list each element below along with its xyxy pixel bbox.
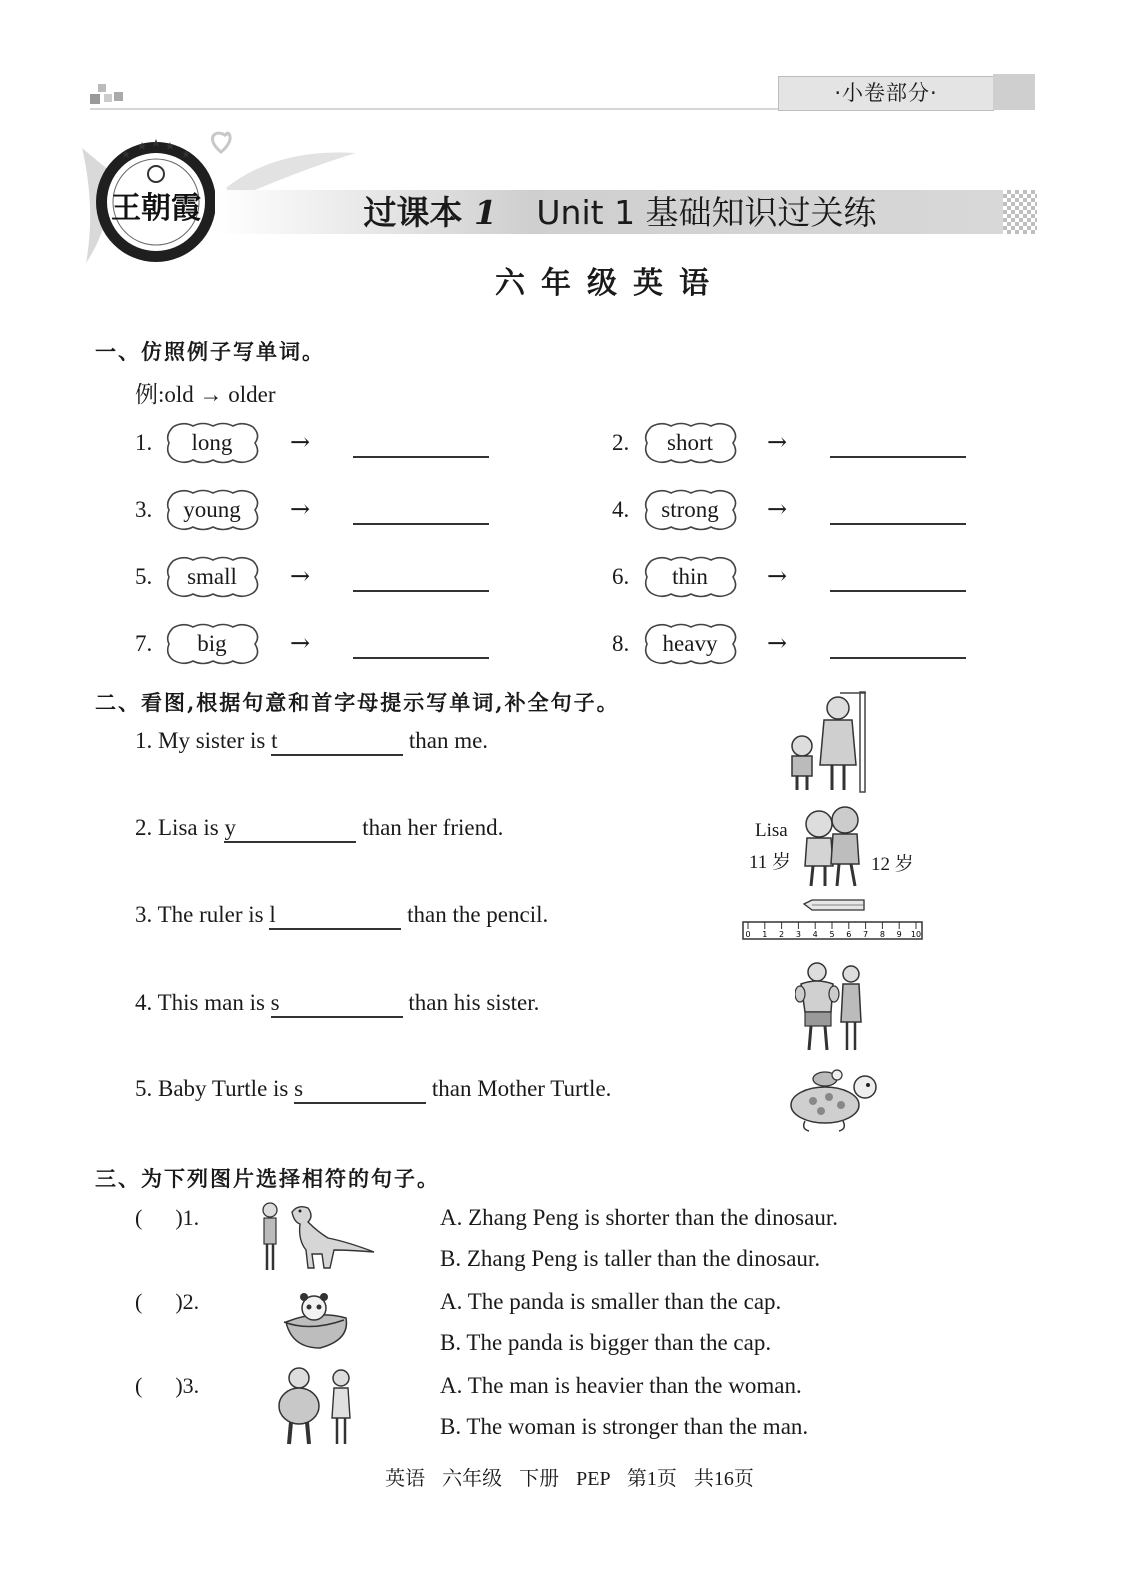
sentence-text: 5. Baby Turtle is xyxy=(135,1076,295,1101)
ruler-tick-label: 8 xyxy=(879,930,885,939)
option-1b: B. Zhang Peng is taller than the dinosaur. xyxy=(440,1246,821,1271)
item-number: 6. xyxy=(612,564,630,589)
sister-height-picture xyxy=(780,690,870,795)
man-woman-picture xyxy=(275,1366,360,1448)
answer-blank[interactable] xyxy=(353,455,489,458)
age-left-label: 11 岁 xyxy=(749,852,792,873)
section1-heading: 一、仿照例子写单词。 xyxy=(95,339,325,364)
answer-paren-2[interactable]: ( )2. xyxy=(135,1289,200,1314)
checker-decoration xyxy=(1003,190,1037,234)
ruler-tick-label: 4 xyxy=(812,930,818,939)
page-footer: 英语 六年级 下册 PEP 第1页 共16页 xyxy=(385,1468,754,1490)
hint-letter: y xyxy=(224,815,236,840)
sentence-1 xyxy=(135,728,488,756)
logo-text: 王朝霞 xyxy=(111,191,201,226)
cloud-word: small xyxy=(187,564,237,589)
sentence-text: than Mother Turtle. xyxy=(426,1076,612,1101)
answer-blank[interactable] xyxy=(353,589,489,592)
item-number: 3. xyxy=(135,497,153,522)
answer-blank[interactable] xyxy=(830,522,966,525)
lisa-label: Lisa xyxy=(755,820,788,841)
sentence-text: 2. Lisa is xyxy=(135,815,225,840)
item-number: 5. xyxy=(135,564,153,589)
ruler-pencil-picture xyxy=(742,898,924,944)
ruler-tick-label: 2 xyxy=(779,930,785,939)
letter-blank[interactable] xyxy=(224,815,356,843)
item-number: 7. xyxy=(135,631,153,656)
sentence-2 xyxy=(135,815,503,843)
letter-blank[interactable] xyxy=(269,902,401,930)
sentence-text: than me. xyxy=(403,728,489,753)
arrow: → xyxy=(290,428,311,456)
item-number: 1. xyxy=(135,430,153,455)
item-number: 2. xyxy=(612,430,630,455)
ruler-tick-label: 3 xyxy=(795,930,801,939)
hint-letter: s xyxy=(270,990,280,1015)
option-3b: B. The woman is stronger than the man. xyxy=(440,1414,809,1439)
tag-grey-block xyxy=(993,74,1035,110)
title-number: 1 xyxy=(473,193,497,232)
ruler-tick-label: 1 xyxy=(762,930,768,939)
cloud-word: heavy xyxy=(662,631,718,656)
arrow: → xyxy=(767,428,788,456)
answer-blank[interactable] xyxy=(830,656,966,659)
section-tag: ·小卷部分· xyxy=(778,76,994,111)
letter-blank[interactable] xyxy=(271,990,403,1018)
arrow: → xyxy=(767,629,788,657)
cloud-word: strong xyxy=(661,497,719,522)
cloud-word: thin xyxy=(672,564,708,589)
item-number: 8. xyxy=(612,631,630,656)
sentence-text: 4. This man is xyxy=(135,990,271,1015)
lisa-friend-picture xyxy=(795,800,870,890)
title-prefix: 过课本 xyxy=(363,193,463,232)
ruler-tick-label: 0 xyxy=(745,930,751,939)
title-main: Unit 1 基础知识过关练 xyxy=(536,193,877,232)
answer-paren-1[interactable]: ( )1. xyxy=(135,1205,200,1230)
option-2b: B. The panda is bigger than the cap. xyxy=(440,1330,772,1355)
section1-example: 例:old → older xyxy=(135,382,276,407)
sentence-5 xyxy=(135,1076,611,1104)
answer-blank[interactable] xyxy=(830,455,966,458)
ruler-tick-label: 7 xyxy=(863,930,869,939)
sentence-text: 3. The ruler is xyxy=(135,902,270,927)
arrow: → xyxy=(290,562,311,590)
ruler-tick-label: 9 xyxy=(896,930,902,939)
hint-letter: l xyxy=(269,902,276,927)
panda-cap-picture xyxy=(280,1288,352,1352)
hint-letter: s xyxy=(294,1076,304,1101)
option-2a: A. The panda is smaller than the cap. xyxy=(440,1289,782,1314)
page-subtitle: 六年级英语 xyxy=(495,266,725,301)
ruler-tick-label: 6 xyxy=(846,930,852,939)
turtles-picture xyxy=(785,1065,880,1137)
sentence-text: than his sister. xyxy=(402,990,540,1015)
section3-heading: 三、为下列图片选择相符的句子。 xyxy=(95,1166,440,1191)
section2-heading: 二、看图,根据句意和首字母提示写单词,补全句子。 xyxy=(95,690,620,715)
arrow: → xyxy=(290,629,311,657)
answer-blank[interactable] xyxy=(353,656,489,659)
sentence-text: than the pencil. xyxy=(401,902,549,927)
strong-man-picture xyxy=(795,960,870,1055)
answer-blank[interactable] xyxy=(353,522,489,525)
answer-paren-3[interactable]: ( )3. xyxy=(135,1373,200,1398)
page-title xyxy=(250,188,990,238)
answer-blank[interactable] xyxy=(830,589,966,592)
sentence-4 xyxy=(135,990,539,1018)
ruler-tick-label: 5 xyxy=(829,930,835,939)
letter-blank[interactable] xyxy=(271,728,403,756)
letter-blank[interactable] xyxy=(294,1076,426,1104)
arrow: → xyxy=(767,495,788,523)
item-number: 4. xyxy=(612,497,630,522)
sentence-3 xyxy=(135,902,548,930)
option-1a: A. Zhang Peng is shorter than the dinosaur. xyxy=(440,1205,838,1230)
cloud-word: short xyxy=(667,430,713,455)
cloud-word: long xyxy=(191,430,233,455)
hint-letter: t xyxy=(271,728,278,753)
sentence-text: than her friend. xyxy=(356,815,504,840)
boy-dinosaur-picture xyxy=(258,1198,378,1276)
arrow: → xyxy=(767,562,788,590)
arrow: → xyxy=(290,495,311,523)
sentence-text: 1. My sister is xyxy=(135,728,272,753)
cloud-word: young xyxy=(183,497,241,522)
cloud-word: big xyxy=(197,631,227,656)
ruler-tick-label: 10 xyxy=(910,930,922,939)
option-3a: A. The man is heavier than the woman. xyxy=(440,1373,802,1398)
age-right-label: 12 岁 xyxy=(871,854,914,875)
